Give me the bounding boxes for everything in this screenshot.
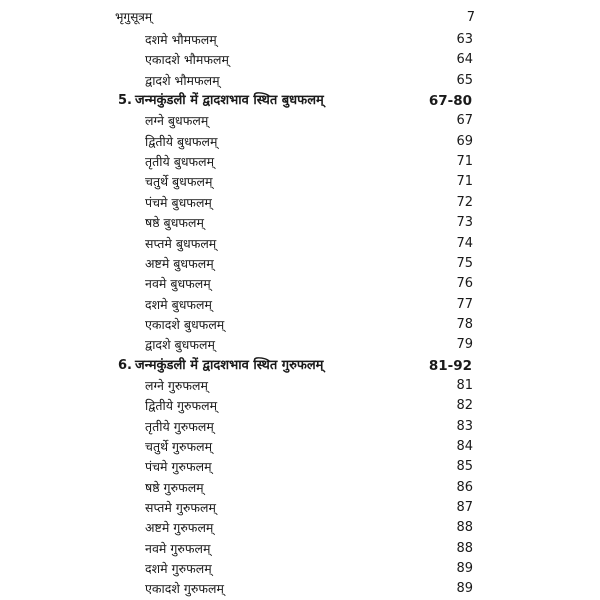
entry-page-number: 83 xyxy=(456,418,473,434)
toc-entry xyxy=(0,437,600,457)
toc-entry xyxy=(0,498,600,518)
entry-page-number: 65 xyxy=(456,72,473,88)
entry-page-number: 67-80 xyxy=(428,93,472,110)
entry-page-number: 87 xyxy=(456,500,473,516)
entry-title: द्वितीये गुरुफलम् xyxy=(145,398,218,414)
toc-section-heading xyxy=(0,91,600,111)
toc-entry xyxy=(0,152,600,172)
toc-entry xyxy=(0,254,600,274)
entry-title: दशमे भौमफलम् xyxy=(145,32,217,47)
entry-title: षष्ठे बुधफलम् xyxy=(145,215,204,231)
page-number: 7 xyxy=(466,10,475,25)
toc-entry xyxy=(0,539,600,559)
running-header xyxy=(115,8,475,25)
entry-title: एकादशे बुधफलम् xyxy=(145,316,225,332)
entry-title: पंचमे बुधफलम् xyxy=(145,194,212,210)
toc-entry xyxy=(0,518,600,538)
entry-title: नवमे बुधफलम् xyxy=(145,276,211,292)
entry-page-number: 81-92 xyxy=(428,357,472,374)
entry-title: लग्ने बुधफलम् xyxy=(145,113,209,129)
toc-entry xyxy=(0,376,600,396)
toc-entry xyxy=(0,30,600,50)
toc-entry xyxy=(0,213,600,233)
toc-entry xyxy=(0,295,600,315)
toc-entry xyxy=(0,172,600,192)
section-title: जन्मकुंडली में द्वादशभाव स्थित बुधफलम् xyxy=(135,93,324,109)
entry-title: द्वादशे बुधफलम् xyxy=(145,337,215,353)
entry-title: पंचमे गुरुफलम् xyxy=(145,459,212,475)
section-title: जन्मकुंडली में द्वादशभाव स्थित गुरुफलम् xyxy=(135,357,324,373)
entry-title: दशमे गुरुफलम् xyxy=(145,561,212,577)
entry-page-number: 71 xyxy=(456,174,473,190)
toc-entry xyxy=(0,478,600,498)
entry-page-number: 74 xyxy=(456,235,473,251)
toc-entry xyxy=(0,579,600,599)
entry-title: अष्टमे गुरुफलम् xyxy=(145,520,214,536)
entry-title: द्वितीये बुधफलम् xyxy=(145,133,218,149)
toc-entry xyxy=(0,457,600,477)
entry-page-number: 81 xyxy=(456,377,473,393)
entry-page-number: 69 xyxy=(456,133,473,149)
toc-entry xyxy=(0,111,600,131)
book-title: भृगुसूत्रम् xyxy=(115,10,153,24)
toc-entry xyxy=(0,417,600,437)
entry-page-number: 84 xyxy=(456,439,473,454)
entry-page-number: 71 xyxy=(456,154,473,170)
entry-page-number: 89 xyxy=(456,561,473,577)
entry-title: तृतीये बुधफलम् xyxy=(145,154,215,170)
entry-title: दशमे बुधफलम् xyxy=(145,296,212,312)
entry-page-number: 79 xyxy=(456,337,473,353)
section-number: 5. xyxy=(118,93,132,109)
entry-title: सप्तमे गुरुफलम् xyxy=(145,500,216,516)
entry-page-number: 77 xyxy=(456,296,473,312)
toc-entry xyxy=(0,50,600,70)
entry-title: नवमे गुरुफलम् xyxy=(145,540,211,556)
toc-entry xyxy=(0,71,600,91)
toc-entry xyxy=(0,132,600,152)
entry-page-number: 86 xyxy=(456,479,473,495)
entry-page-number: 73 xyxy=(456,215,473,231)
entry-page-number: 64 xyxy=(456,52,473,68)
entry-page-number: 72 xyxy=(456,194,473,210)
entry-page-number: 85 xyxy=(456,459,473,475)
entry-page-number: 63 xyxy=(456,32,473,47)
toc-entry xyxy=(0,274,600,294)
section-number: 6. xyxy=(118,357,132,373)
entry-title: द्वादशे भौमफलम् xyxy=(145,72,220,88)
toc-section-heading xyxy=(0,356,600,376)
entry-title: लग्ने गुरुफलम् xyxy=(145,377,208,393)
toc-entry xyxy=(0,234,600,254)
toc-entry xyxy=(0,335,600,355)
entry-title: तृतीये गुरुफलम् xyxy=(145,418,214,434)
entry-title: चतुर्थे गुरुफलम् xyxy=(145,439,213,454)
toc-entry xyxy=(0,315,600,335)
toc-entry xyxy=(0,396,600,416)
entry-page-number: 82 xyxy=(456,398,473,414)
entry-title: अष्टमे बुधफलम् xyxy=(145,255,214,271)
entry-page-number: 88 xyxy=(456,520,473,536)
entry-page-number: 78 xyxy=(456,316,473,332)
entry-page-number: 75 xyxy=(456,255,473,271)
entry-page-number: 67 xyxy=(456,113,473,129)
entry-title: एकादशे भौमफलम् xyxy=(145,52,229,68)
entry-page-number: 89 xyxy=(456,581,473,597)
entry-title: एकादशे गुरुफलम् xyxy=(145,581,224,597)
entry-page-number: 88 xyxy=(456,540,473,556)
entry-title: षष्ठे गुरुफलम् xyxy=(145,479,204,495)
entry-title: चतुर्थे बुधफलम् xyxy=(145,174,213,190)
entry-title: सप्तमे बुधफलम् xyxy=(145,235,217,251)
toc-entry xyxy=(0,193,600,213)
entry-page-number: 76 xyxy=(456,276,473,292)
toc-entry xyxy=(0,559,600,579)
